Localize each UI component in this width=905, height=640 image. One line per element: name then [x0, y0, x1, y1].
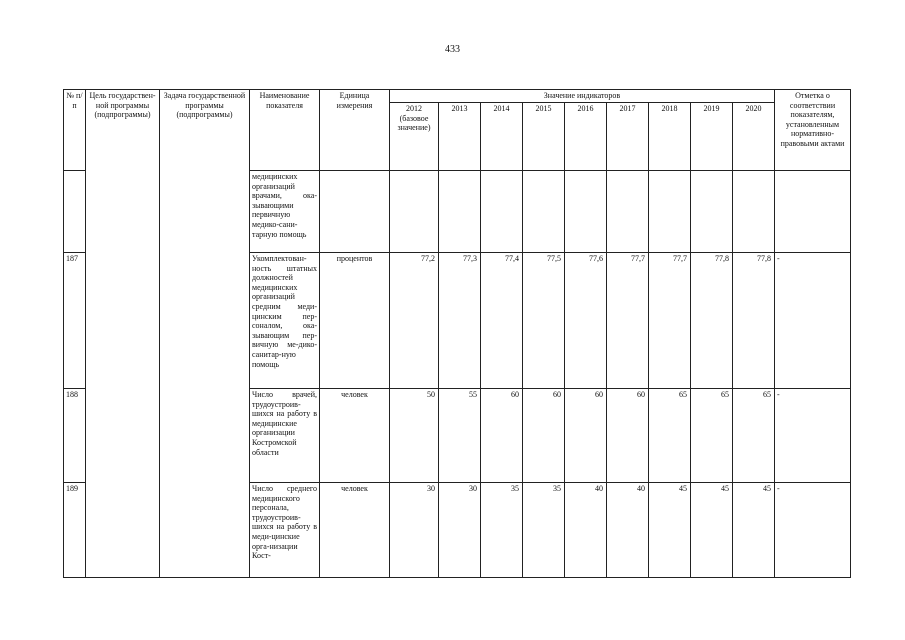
indicator-name: Укомплектован-ность штатных должностей медицинских организаций средним меди-цинским пер-соналом, ока-зывающим пер-вичную ме-дико-санитар-ную помощь: [250, 253, 320, 389]
mark-cell: -: [775, 483, 851, 578]
year-2012: 2012 (базовое значение): [390, 103, 439, 171]
unit-cell: человек: [320, 483, 390, 578]
unit-cell: человек: [320, 389, 390, 483]
value-cell: 45: [691, 483, 733, 578]
value-cell: 77,5: [523, 253, 565, 389]
year-2015: 2015: [523, 103, 565, 171]
value-cell: 60: [523, 389, 565, 483]
value-cell: 77,8: [691, 253, 733, 389]
value-cell: 77,3: [439, 253, 481, 389]
value-cell: 60: [607, 389, 649, 483]
year-2016: 2016: [565, 103, 607, 171]
value-cell: 35: [523, 483, 565, 578]
value-cell: [607, 171, 649, 253]
value-cell: 45: [649, 483, 691, 578]
value-cell: [439, 171, 481, 253]
header-values: Значение индикаторов: [390, 90, 775, 103]
value-cell: 30: [439, 483, 481, 578]
value-cell: 50: [390, 389, 439, 483]
year-2019: 2019: [691, 103, 733, 171]
value-cell: 30: [390, 483, 439, 578]
indicator-name: медицинских организаций врачами, ока-зывающими первичную медико-сани-тарную помощь: [250, 171, 320, 253]
header-mark: Отметка о соответствии показателям, установленным нормативно-правовыми актами: [775, 90, 851, 171]
value-cell: [649, 171, 691, 253]
value-cell: [390, 171, 439, 253]
year-2018: 2018: [649, 103, 691, 171]
year-2013: 2013: [439, 103, 481, 171]
value-cell: 65: [691, 389, 733, 483]
value-cell: 77,7: [649, 253, 691, 389]
value-cell: [523, 171, 565, 253]
row-num: 187: [64, 253, 86, 389]
value-cell: 77,6: [565, 253, 607, 389]
value-cell: 40: [607, 483, 649, 578]
value-cell: 77,4: [481, 253, 523, 389]
row-num: 189: [64, 483, 86, 578]
value-cell: [565, 171, 607, 253]
indicator-name: Число среднего медицинского персонала, трудоустроив-шихся на работу в меди-цинские орга-низации Кост-: [250, 483, 320, 578]
header-unit: Единица измерения: [320, 90, 390, 171]
value-cell: [691, 171, 733, 253]
value-cell: 77,2: [390, 253, 439, 389]
value-cell: [733, 171, 775, 253]
unit-cell: [320, 171, 390, 253]
header-name: Наименование показателя: [250, 90, 320, 171]
value-cell: 65: [733, 389, 775, 483]
value-cell: [481, 171, 523, 253]
value-cell: 35: [481, 483, 523, 578]
value-cell: 60: [481, 389, 523, 483]
value-cell: 40: [565, 483, 607, 578]
header-num: № п/п: [64, 90, 86, 171]
mark-cell: -: [775, 389, 851, 483]
header-goal: Цель государствен-ной программы (подпрограммы): [86, 90, 160, 578]
mark-cell: [775, 171, 851, 253]
value-cell: 77,7: [607, 253, 649, 389]
indicator-name: Число врачей, трудоустроив-шихся на работу в медицинские организации Костромской области: [250, 389, 320, 483]
year-2014: 2014: [481, 103, 523, 171]
header-task: Задача государственной программы (подпрограммы): [160, 90, 250, 578]
value-cell: 55: [439, 389, 481, 483]
page-number: 433: [445, 44, 460, 55]
year-2017: 2017: [607, 103, 649, 171]
value-cell: 77,8: [733, 253, 775, 389]
row-num: 188: [64, 389, 86, 483]
value-cell: 45: [733, 483, 775, 578]
row-num: [64, 171, 86, 253]
indicators-table: [63, 89, 851, 578]
mark-cell: -: [775, 253, 851, 389]
year-2020: 2020: [733, 103, 775, 171]
value-cell: 65: [649, 389, 691, 483]
unit-cell: процентов: [320, 253, 390, 389]
value-cell: 60: [565, 389, 607, 483]
header-row-1: [64, 90, 851, 103]
